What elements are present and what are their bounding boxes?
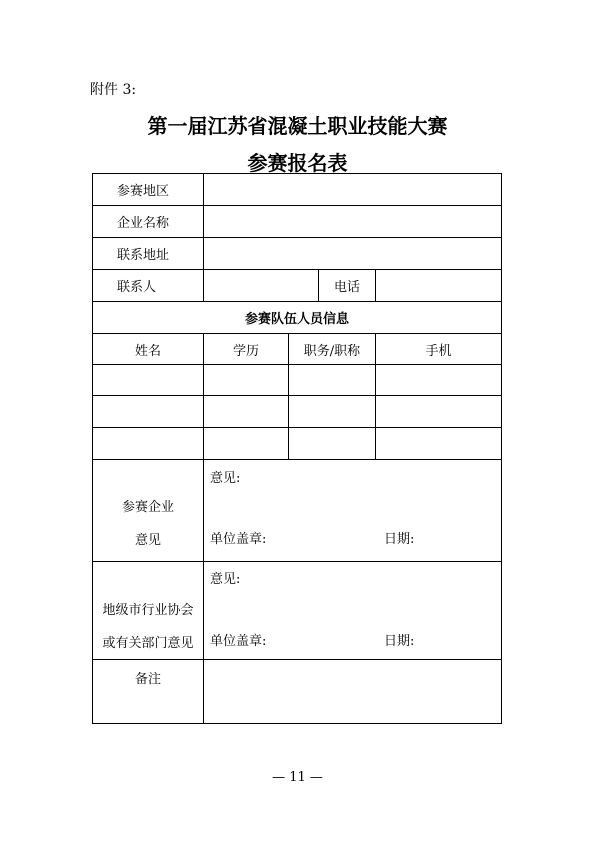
association-date-label: 日期: [384,634,415,649]
phone-label: 电话 [319,270,376,302]
team-title-cell[interactable] [289,365,376,396]
company-opinion-label-line1: 参赛企业 [121,500,174,515]
team-mobile-cell[interactable] [376,428,502,460]
table-row [93,396,502,428]
registration-form-table [92,173,502,724]
company-opinion-text: 意见: [210,471,241,486]
company-seal-label: 单位盖章: [210,532,267,547]
team-mobile-cell[interactable] [376,365,502,396]
team-name-cell[interactable] [93,396,204,428]
contact-person-label: 联系人 [93,270,204,302]
team-education-cell[interactable] [204,365,289,396]
association-opinion-label-line1: 地级市行业协会 [102,603,194,618]
region-field[interactable] [204,174,502,206]
remarks-field[interactable] [204,660,502,724]
remarks-label [93,660,204,724]
company-opinion-area[interactable] [204,460,502,562]
company-name-field[interactable] [204,206,502,238]
attachment-label: 附件 3: [90,82,137,98]
table-row [93,428,502,460]
team-title-cell[interactable] [289,428,376,460]
team-title-cell[interactable] [289,396,376,428]
company-opinion-label-line2: 意见 [134,533,161,548]
contact-person-field[interactable] [204,270,319,302]
phone-field[interactable] [376,270,502,302]
team-section-title: 参赛队伍人员信息 [93,302,502,334]
company-name-label: 企业名称 [93,206,204,238]
company-date-label: 日期: [384,532,415,547]
team-name-cell[interactable] [93,365,204,396]
team-col-title: 职务/职称 [289,334,376,365]
document-title: 第一届江苏省混凝土职业技能大赛 [147,114,448,138]
table-row [93,365,502,396]
association-opinion-area[interactable] [204,562,502,660]
page-number: — 11 — [272,770,323,785]
team-name-cell[interactable] [93,428,204,460]
document-subtitle: 参赛报名表 [247,151,348,175]
team-mobile-cell[interactable] [376,396,502,428]
team-education-cell[interactable] [204,396,289,428]
remarks-label-text: 备注 [134,672,161,687]
association-seal-label: 单位盖章: [210,634,267,649]
team-education-cell[interactable] [204,428,289,460]
region-label: 参赛地区 [93,174,204,206]
team-col-mobile: 手机 [376,334,502,365]
company-opinion-label [93,460,204,562]
team-col-name: 姓名 [93,334,204,365]
address-label: 联系地址 [93,238,204,270]
association-opinion-text: 意见: [210,572,241,587]
address-field[interactable] [204,238,502,270]
team-col-education: 学历 [204,334,289,365]
association-opinion-label-line2: 或有关部门意见 [102,636,194,651]
association-opinion-label [93,562,204,660]
